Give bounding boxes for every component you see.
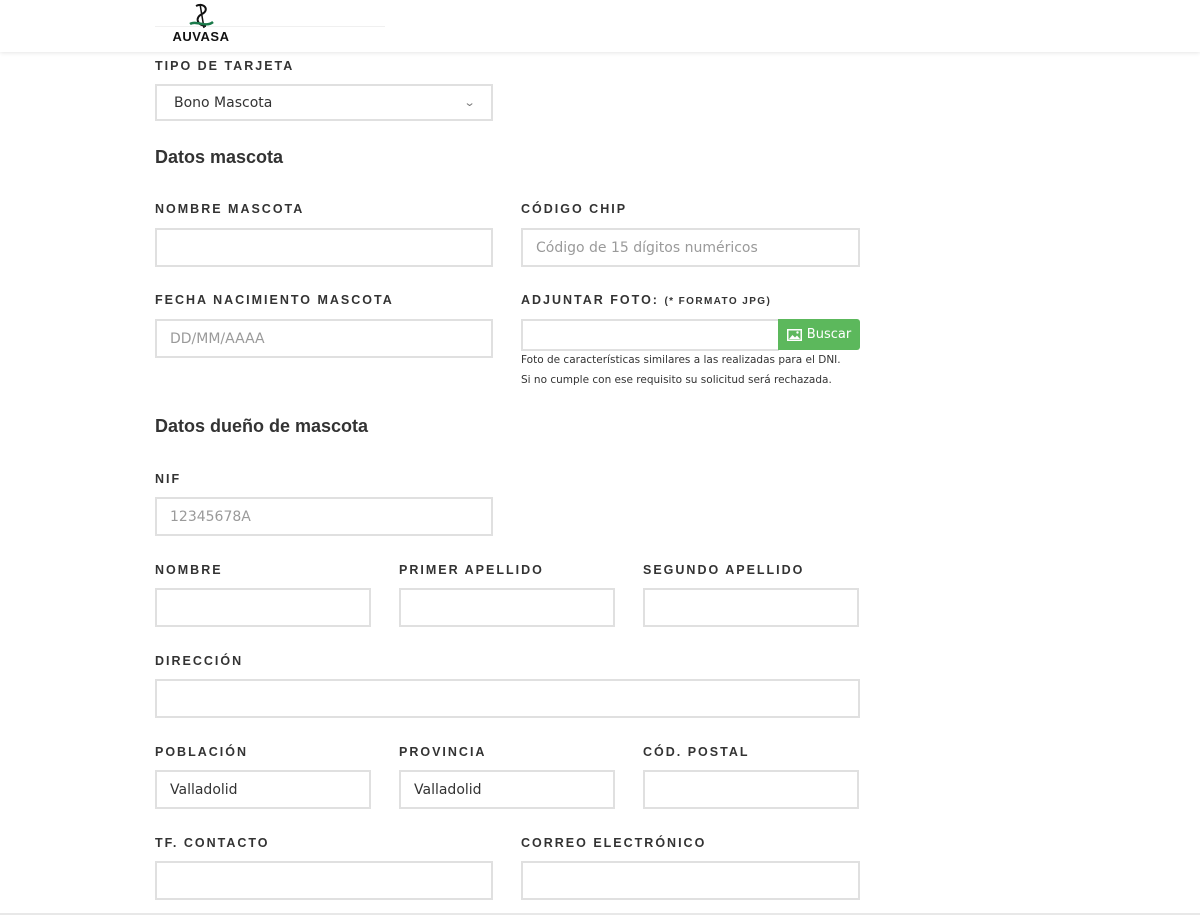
provincia-input[interactable] bbox=[399, 770, 615, 809]
logo-text: AUVASA bbox=[172, 29, 230, 44]
tipo-tarjeta-label: TIPO DE TARJETA bbox=[155, 59, 295, 73]
auvasa-logo-icon bbox=[186, 2, 216, 30]
poblacion-value: Valladolid bbox=[170, 781, 238, 798]
nombre-mascota-label: NOMBRE MASCOTA bbox=[155, 202, 305, 216]
adjuntar-foto-label-text: ADJUNTAR FOTO: bbox=[521, 293, 659, 307]
correo-label: CORREO ELECTRÓNICO bbox=[521, 836, 707, 850]
provincia-value: Valladolid bbox=[414, 781, 482, 798]
foto-help-line1: Foto de características similares a las realizadas para el DNI. bbox=[521, 354, 841, 366]
provincia-label: PROVINCIA bbox=[399, 745, 487, 759]
nombre-input[interactable] bbox=[155, 588, 371, 627]
telefono-label: TF. CONTACTO bbox=[155, 836, 270, 850]
buscar-button[interactable] bbox=[778, 319, 860, 350]
poblacion-input[interactable] bbox=[155, 770, 371, 809]
nif-label: NIF bbox=[155, 472, 182, 486]
poblacion-label: POBLACIÓN bbox=[155, 745, 248, 759]
nombre-label: NOMBRE bbox=[155, 563, 223, 577]
nif-input[interactable] bbox=[155, 497, 493, 536]
fecha-nacimiento-input[interactable] bbox=[155, 319, 493, 358]
section-title-dueno: Datos dueño de mascota bbox=[155, 416, 369, 436]
telefono-input[interactable] bbox=[155, 861, 493, 900]
auvasa-logo[interactable] bbox=[163, 2, 239, 48]
foto-help-line2: Si no cumple con ese requisito su solicitud será rechazada. bbox=[521, 374, 832, 386]
nombre-mascota-input[interactable] bbox=[155, 228, 493, 267]
codigo-chip-placeholder: Código de 15 dígitos numéricos bbox=[536, 239, 758, 256]
correo-input[interactable] bbox=[521, 861, 860, 900]
segundo-apellido-input[interactable] bbox=[643, 588, 859, 627]
primer-apellido-input[interactable] bbox=[399, 588, 615, 627]
cod-postal-input[interactable] bbox=[643, 770, 859, 809]
section-title-mascota: Datos mascota bbox=[155, 147, 284, 167]
nif-placeholder: 12345678A bbox=[170, 508, 251, 525]
formato-note: (* FORMATO JPG) bbox=[664, 296, 772, 307]
direccion-input[interactable] bbox=[155, 679, 860, 718]
direccion-label: DIRECCIÓN bbox=[155, 654, 244, 668]
primer-apellido-label: PRIMER APELLIDO bbox=[399, 563, 544, 577]
segundo-apellido-label: SEGUNDO APELLIDO bbox=[643, 563, 805, 577]
chevron-down-icon: ⌄ bbox=[463, 96, 476, 109]
adjuntar-foto-label bbox=[521, 293, 771, 307]
image-icon bbox=[787, 329, 802, 341]
cod-postal-label: CÓD. POSTAL bbox=[643, 745, 750, 759]
tipo-tarjeta-select[interactable] bbox=[155, 84, 493, 121]
fecha-nacimiento-label: FECHA NACIMIENTO MASCOTA bbox=[155, 293, 394, 307]
tipo-tarjeta-selected: Bono Mascota bbox=[174, 94, 273, 111]
fecha-nacimiento-placeholder: DD/MM/AAAA bbox=[170, 330, 265, 347]
foto-file-input[interactable] bbox=[521, 319, 779, 351]
codigo-chip-input[interactable] bbox=[521, 228, 860, 267]
buscar-label: Buscar bbox=[806, 327, 852, 342]
site-header bbox=[0, 0, 1200, 52]
codigo-chip-label: CÓDIGO CHIP bbox=[521, 202, 628, 216]
